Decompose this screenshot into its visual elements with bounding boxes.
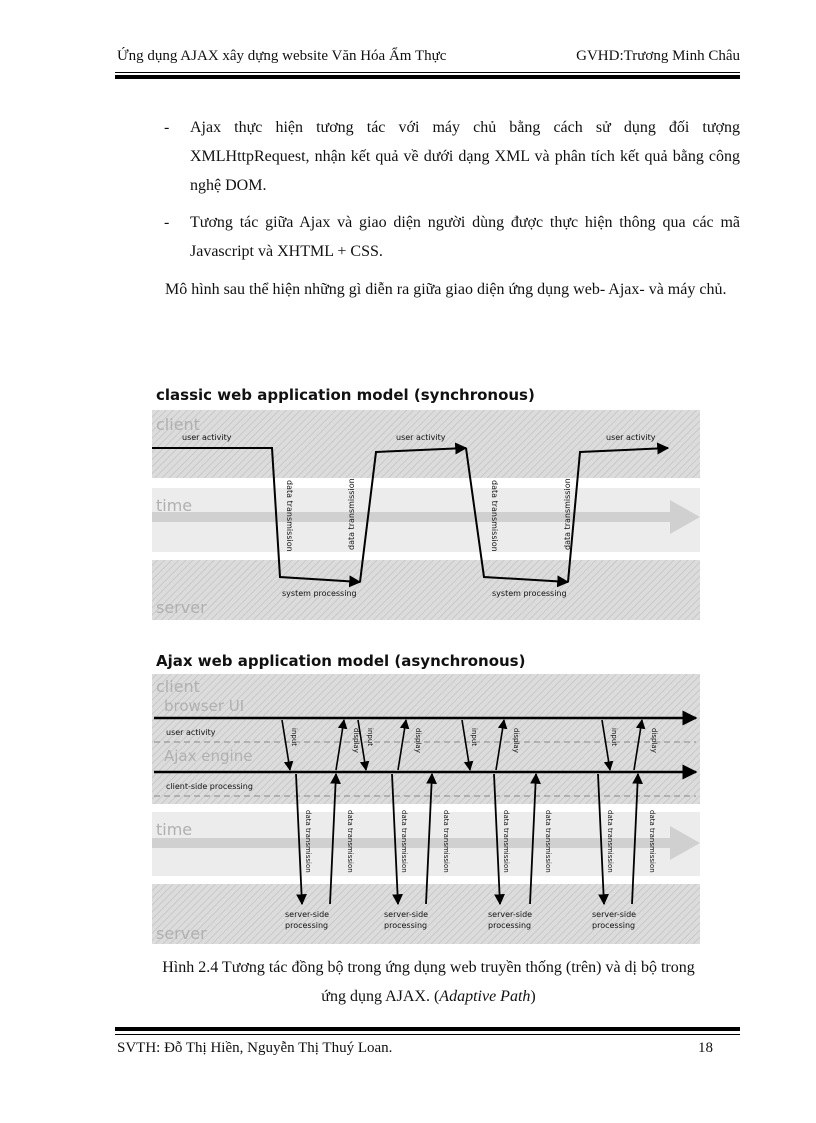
classic-user-activity-label: user activity [396,433,446,442]
classic-data-transmission-label: data transmission [563,478,572,550]
ajax-client-side-processing-label: client-side processing [166,782,253,791]
bullet-item [164,113,740,201]
header-supervisor: GVHD:Trương Minh Châu [576,48,740,64]
ajax-engine-label: Ajax engine [164,747,253,765]
ajax-browser-ui-label: browser UI [164,697,245,715]
bullet-marker: - [164,214,170,231]
caption-line-2-prefix: ứng dụng AJAX. ( [321,988,440,1005]
ajax-processing-label: processing [592,921,636,930]
ajax-title: Ajax web application model (asynchronous) [156,652,526,670]
bullet-marker: - [164,119,170,136]
header-rule-thick [115,75,740,79]
ajax-input-label: input [366,728,374,747]
bullet-text: Tương tác giữa Ajax và giao diện người dùng được thực hiện thông qua các mã Javascript và XHTML + CSS. [190,214,740,260]
ajax-server-side-label: server-side [285,910,330,919]
ajax-data-transmission-label: data transmission [544,810,552,873]
ajax-processing-label: processing [384,921,428,930]
page-number: 18 [698,1040,713,1056]
classic-data-transmission-label: data transmission [490,480,499,552]
classic-user-activity-label: user activity [182,433,232,442]
classic-system-processing-label: system processing [492,589,567,598]
classic-server-label: server [156,598,207,617]
classic-server-band [152,560,700,620]
bullet-item [164,208,740,266]
classic-time-label: time [156,496,193,515]
classic-user-activity-label: user activity [606,433,656,442]
ajax-input-label: input [610,728,618,747]
footer-rule-thick [115,1027,740,1031]
classic-system-processing-label: system processing [282,589,357,598]
ajax-input-label: input [290,728,298,747]
ajax-data-transmission-label: data transmission [648,810,656,873]
ajax-data-transmission-label: data transmission [346,810,354,873]
body-paragraph: Mô hình sau thể hiện những gì diễn ra giữa giao diện ứng dụng web- Ajax- và máy chủ. [165,281,727,298]
caption-line-1: Hình 2.4 Tương tác đồng bộ trong ứng dụng web truyền thống (trên) và dị bộ trong [162,959,695,976]
classic-data-transmission-label: data transmission [285,480,294,552]
ajax-display-label: display [352,728,360,753]
ajax-data-transmission-label: data transmission [606,810,614,873]
ajax-input-label: input [470,728,478,747]
ajax-display-label: display [512,728,520,753]
footer-rule-thin [115,1034,740,1035]
classic-client-band [152,410,700,478]
classic-title: classic web application model (synchronous) [156,386,535,404]
ajax-display-label: display [650,728,658,753]
caption-line-2 [117,982,740,1011]
ajax-server-side-label: server-side [488,910,533,919]
ajax-data-transmission-label: data transmission [304,810,312,873]
ajax-processing-label: processing [488,921,532,930]
ajax-user-activity-label: user activity [166,728,216,737]
ajax-processing-label: processing [285,921,329,930]
header-title: Ứng dụng AJAX xây dựng website Văn Hóa Ẩm Thực [117,48,447,64]
ajax-client-label: client [156,677,200,696]
caption-source: Adaptive Path [439,988,531,1005]
figure-caption [117,953,740,1011]
ajax-time-label: time [156,820,193,839]
header-rule-thin [115,72,740,73]
ajax-server-side-label: server-side [384,910,429,919]
bullet-text: Ajax thực hiện tương tác với máy chủ bằng cách sử dụng đối tượng XMLHttpRequest, nhận kết quả về dưới dạng XML và phân tích kết quả bằng công nghệ DOM. [190,119,740,194]
classic-client-label: client [156,415,200,434]
caption-line-2-suffix: ) [530,988,536,1005]
ajax-display-label: display [414,728,422,753]
ajax-data-transmission-label: data transmission [502,810,510,873]
ajax-data-transmission-label: data transmission [442,810,450,873]
ajax-data-transmission-label: data transmission [400,810,408,873]
classic-data-transmission-label: data transmission [347,478,356,550]
footer-authors: SVTH: Đỗ Thị Hiền, Nguyễn Thị Thuý Loan. [117,1040,393,1056]
figure-diagram [140,372,710,952]
ajax-server-label: server [156,924,207,943]
ajax-server-side-label: server-side [592,910,637,919]
